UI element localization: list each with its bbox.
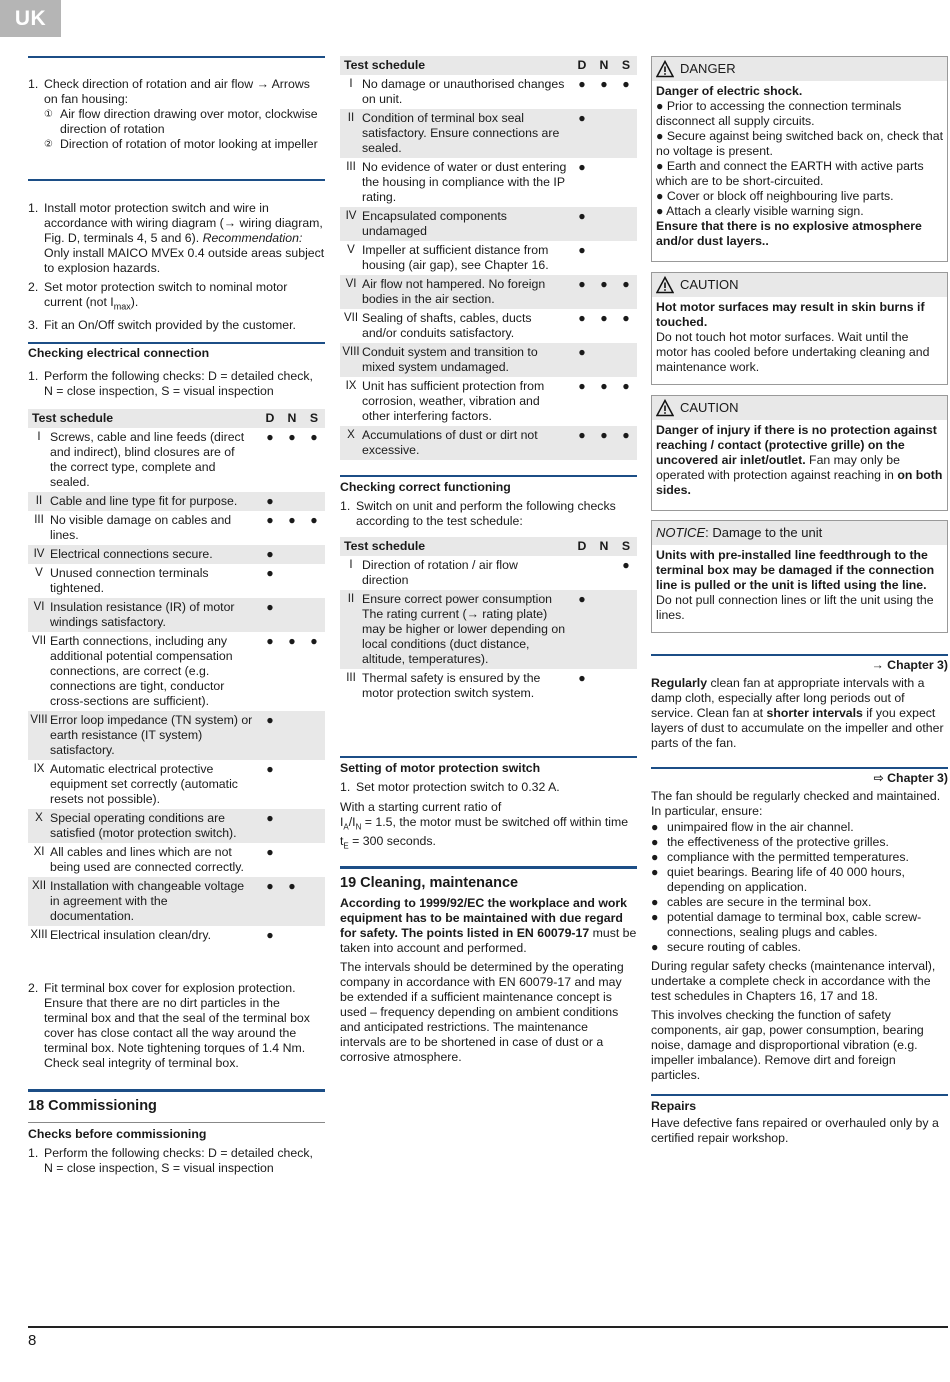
list-subitem: ② Direction of rotation of motor looking at impeller	[44, 137, 318, 151]
row-text: All cables and lines which are not being used are connected correctly.	[50, 845, 244, 874]
check-mark: ●	[571, 207, 593, 241]
divider	[340, 475, 637, 477]
row-number: VIII	[28, 711, 50, 760]
row-number: V	[35, 567, 43, 579]
check-mark	[281, 598, 303, 632]
check-mark: ●	[622, 379, 630, 393]
row-text: Air flow not hampered. No foreign bodies in the air section.	[362, 275, 571, 309]
divider	[651, 767, 948, 769]
check-mark: ●	[615, 426, 637, 460]
list-item: 1. Check direction of rotation and air flow → Arrows on fan housing:	[28, 77, 310, 106]
list-item: ● potential damage to terminal box, cable screw-connections, sealing plugs and cables.	[651, 910, 922, 939]
table-row	[28, 926, 325, 945]
check-mark: ●	[259, 545, 281, 564]
danger-item: ● Earth and connect the EARTH with active parts which are to be short-circuited.	[656, 159, 924, 188]
table-row	[340, 109, 637, 158]
bullet-icon: ●	[651, 910, 659, 924]
check-mark: ●	[266, 928, 274, 942]
check-mark	[593, 556, 615, 590]
check-mark	[303, 711, 325, 760]
check-mark: ●	[571, 275, 593, 309]
row-number: III	[34, 514, 44, 526]
language-tab: UK	[0, 0, 61, 37]
row-number: XIII	[30, 929, 48, 941]
danger-heading: Danger of electric shock.	[656, 84, 803, 98]
row-text: Thermal safety is ensured by the motor protection switch system.	[362, 671, 541, 700]
check-mark: ●	[259, 598, 281, 632]
row-number: II	[28, 492, 50, 511]
bullet-icon: ●	[651, 865, 659, 879]
table-row	[340, 241, 637, 275]
check-mark	[593, 158, 615, 207]
bullet-icon: ●	[651, 835, 659, 849]
test-schedule-table	[340, 537, 637, 703]
check-mark	[615, 669, 637, 703]
divider	[28, 56, 325, 58]
table-row	[28, 711, 325, 760]
row-text: No visible damage on cables and lines.	[50, 513, 232, 542]
check-mark	[303, 843, 325, 877]
row-number: IV	[340, 207, 362, 241]
check-mark: ●	[600, 77, 608, 91]
row-text: No evidence of water or dust entering the housing in compliance with the IP rating.	[362, 160, 567, 204]
check-mark: ●	[578, 77, 586, 91]
danger-item: ● Prior to accessing the connection terminals disconnect all supply circuits.	[656, 99, 902, 128]
check-mark	[615, 109, 637, 158]
row-text: Automatic electrical protective equipment set correctly (automatic resets not possible).	[50, 762, 238, 806]
warning-triangle-icon	[656, 60, 674, 78]
test-schedule-table	[28, 409, 325, 945]
check-mark	[615, 158, 637, 207]
section-heading: Repairs	[651, 1099, 697, 1113]
row-number: IV	[28, 545, 50, 564]
check-mark	[281, 545, 303, 564]
check-mark: ●	[266, 762, 274, 776]
row-text: Insulation resistance (IR) of motor windings satisfactory.	[50, 598, 259, 632]
table-row	[28, 843, 325, 877]
bullet-icon: ●	[651, 940, 659, 954]
row-text: Unused connection terminals tightened.	[50, 566, 209, 595]
table-row	[28, 877, 325, 926]
check-mark	[303, 760, 325, 809]
danger-item: ● Secure against being switched back on, check that no voltage is present.	[656, 129, 944, 158]
row-text: Installation with changeable voltage in agreement with the documentation.	[50, 877, 259, 926]
row-number: VII	[31, 635, 47, 647]
check-mark	[571, 556, 593, 590]
row-number: IX	[33, 763, 45, 775]
caution-header: CAUTION	[652, 273, 947, 297]
bullet-icon: ●	[651, 820, 659, 834]
row-number: X	[28, 809, 50, 843]
list-item: ● unimpaired flow in the air channel.	[651, 820, 854, 834]
danger-item: ● Attach a clearly visible warning sign.	[656, 204, 864, 218]
list-item: 1. Install motor protection switch and wire in accordance with wiring diagram (→ wiring diagram, Fig. D, terminals 4, 5 and 6). Recommendation: Only install MAICO MVEx 0.4 outside areas subject to explosion hazards.	[28, 201, 325, 275]
list-item: ● the effectiveness of the protective grilles.	[651, 835, 889, 849]
check-mark: ●	[622, 311, 630, 325]
chapter-reference: → Chapter 3)	[871, 658, 948, 672]
warning-triangle-icon	[656, 276, 674, 294]
ratio-text: With a starting current ratio of $I_A/I_N = 1.5$, the motor must be switched off within time $t_E = 300$ seconds.	[340, 800, 629, 851]
test-schedule-table	[340, 56, 637, 460]
divider	[28, 1122, 325, 1123]
check-mark	[615, 343, 637, 377]
table-header: Test schedule D N S	[28, 409, 325, 428]
row-text: Direction of rotation / air flow direction	[362, 558, 518, 587]
danger-box	[651, 56, 948, 262]
check-mark: ●	[310, 513, 318, 527]
divider	[28, 342, 325, 344]
section-heading: Checking electrical connection	[28, 346, 210, 360]
check-mark: ●	[578, 243, 586, 257]
table-row	[340, 669, 637, 703]
table-row	[340, 75, 637, 109]
bullet-icon: ●	[651, 895, 659, 909]
divider	[651, 654, 948, 656]
notice-box	[651, 520, 948, 633]
check-mark: ●	[571, 109, 593, 158]
caution-text: Danger of injury if there is no protection against reaching / contact (protective grille) on the uncovered air inlet/outlet. Fan may only be operated with protection against reaching in on both sides.	[656, 423, 943, 497]
row-number: XII	[28, 877, 50, 926]
check-mark	[281, 843, 303, 877]
section-heading: Checking correct functioning	[340, 480, 511, 494]
bullet-icon: ●	[651, 850, 659, 864]
table-row	[340, 343, 637, 377]
table-row	[340, 158, 637, 207]
check-mark: ●	[578, 671, 586, 685]
table-row	[28, 564, 325, 598]
check-mark	[303, 492, 325, 511]
table-row	[28, 598, 325, 632]
row-text: Condition of terminal box seal satisfactory. Ensure connections are sealed.	[362, 109, 571, 158]
table-row	[340, 556, 637, 590]
row-number: III	[346, 161, 356, 173]
check-mark: ●	[266, 430, 274, 444]
list-item: ● secure routing of cables.	[651, 940, 801, 954]
maintenance-check-text: The fan should be regularly checked and maintained. In particular, ensure: ● unimpaired flow in the air channel. ● the effectiveness of the protective grilles. ● compliance with the permitted temperatures. ● quiet bearings. Bearing life of 40 000 hours, depending on application. ● cables are secure in the terminal box. ● potential damage to terminal box, cable screw-connections, sealing plugs and cables. ● secure routing of cables. During regular safety checks (maintenance interval), undertake a complete check in accordance with the test schedules in Chapters 16, 17 and 18. This involves checking the function of safety components, air gap, power consumption, bearing noise, damage and disproportional vibration (e.g. impeller imbalance). Remove dirt and foreign particles.	[651, 789, 948, 1083]
rotation-check-list	[28, 77, 325, 152]
repairs-text: Have defective fans repaired or overhauled only by a certified repair workshop.	[651, 1116, 939, 1145]
footer-rule	[28, 1326, 948, 1328]
check-mark	[593, 109, 615, 158]
table-row	[28, 511, 325, 545]
check-mark	[281, 926, 303, 945]
list-item: ● quiet bearings. Bearing life of 40 000 hours, depending on application.	[651, 865, 905, 894]
check-mark: ●	[600, 379, 608, 393]
row-text: No damage or unauthorised changes on unit.	[362, 77, 565, 106]
danger-note: Ensure that there is no explosive atmosphere and/or dust layers..	[656, 219, 922, 248]
row-number: VI	[28, 598, 50, 632]
check-mark	[615, 207, 637, 241]
row-number: V	[347, 244, 355, 256]
row-number: VI	[340, 275, 362, 309]
row-number: IX	[345, 380, 357, 392]
table-row	[340, 590, 637, 669]
row-text: Ensure correct power consumption The rating current (→ rating plate) may be higher or lower depending on local conditions (duct distance, altitude, temperatures).	[362, 590, 571, 669]
check-mark	[593, 343, 615, 377]
check-mark	[303, 545, 325, 564]
table-row	[28, 428, 325, 492]
row-number: III	[346, 672, 356, 684]
list-subitem: ① Air flow direction drawing over motor, clockwise direction of rotation	[44, 107, 318, 136]
table-header: Test schedule D N S	[340, 537, 637, 556]
check-mark: ●	[593, 275, 615, 309]
table-row	[28, 760, 325, 809]
table-row	[340, 426, 637, 460]
divider	[340, 756, 637, 758]
check-mark: ●	[259, 877, 281, 926]
setting-instruction: 1. Set motor protection switch to 0.32 A.	[340, 780, 560, 794]
row-text: Special operating conditions are satisfied (motor protection switch).	[50, 809, 259, 843]
check-mark	[281, 760, 303, 809]
row-number: X	[340, 426, 362, 460]
check-mark: ●	[288, 634, 296, 648]
table-row	[340, 309, 637, 343]
row-text: Encapsulated components undamaged	[362, 207, 571, 241]
check-mark	[281, 564, 303, 598]
page-number: 8	[28, 1332, 37, 1349]
row-text: Impeller at sufficient distance from housing (air gap), see Chapter 16.	[362, 243, 549, 272]
row-number: I	[349, 78, 353, 90]
install-list	[28, 201, 325, 333]
caution-header: CAUTION	[652, 396, 947, 420]
table-row	[28, 545, 325, 564]
check-mark: ●	[288, 513, 296, 527]
row-text: Screws, cable and line feeds (direct and indirect), blind closures are of the correct type, complete and sealed.	[50, 430, 245, 489]
check-mark	[303, 564, 325, 598]
row-text: Earth connections, including any additional potential compensation connections, are correct (e.g. connections are tight, conductor cross-sections are sufficient).	[50, 634, 233, 708]
check-instruction: 1. Perform the following checks: D = detailed check, N = close inspection, S = visual inspection	[28, 1146, 313, 1175]
row-number: II	[340, 109, 362, 158]
notice-header: NOTICE : Damage to the unit	[652, 521, 947, 545]
list-item: ● compliance with the permitted temperatures.	[651, 850, 909, 864]
check-instruction: 1. Perform the following checks: D = detailed check, N = close inspection, S = visual inspection	[28, 369, 313, 398]
check-mark: ●	[571, 343, 593, 377]
row-text: Electrical insulation clean/dry.	[50, 928, 212, 942]
check-mark: ●	[259, 492, 281, 511]
check-mark: ●	[622, 558, 630, 572]
check-mark	[615, 590, 637, 669]
check-instruction: 1. Switch on unit and perform the following checks according to the test schedule:	[340, 499, 616, 528]
check-mark: ●	[288, 430, 296, 444]
row-number: I	[37, 431, 41, 443]
check-mark	[303, 926, 325, 945]
check-mark: ●	[578, 311, 586, 325]
check-mark: ●	[281, 877, 303, 926]
caution-box	[651, 395, 948, 511]
check-mark	[593, 590, 615, 669]
row-text: Accumulations of dust or dirt not excessive.	[362, 426, 571, 460]
caution-heading: Hot motor surfaces may result in skin burns if touched.	[656, 300, 925, 329]
check-mark	[303, 598, 325, 632]
row-number: VII	[343, 312, 359, 324]
check-mark: ●	[259, 711, 281, 760]
divider	[28, 1089, 325, 1092]
check-mark	[615, 241, 637, 275]
section-title-19: 19 Cleaning, maintenance	[340, 875, 519, 891]
check-mark	[281, 809, 303, 843]
list-item: ● cables are secure in the terminal box.	[651, 895, 872, 909]
check-mark	[281, 492, 303, 511]
row-text: Conduit system and transition to mixed system undamaged.	[362, 343, 571, 377]
danger-header: DANGER	[652, 57, 947, 81]
check-mark: ●	[310, 430, 318, 444]
check-mark	[593, 207, 615, 241]
check-mark	[593, 669, 615, 703]
table-row	[340, 377, 637, 426]
table-header: Test schedule D N S	[340, 56, 637, 75]
check-mark: ●	[571, 426, 593, 460]
row-text: Error loop impedance (TN system) or earth resistance (IT system) satisfactory.	[50, 711, 259, 760]
warning-triangle-icon	[656, 399, 674, 417]
list-item: 3. Fit an On/Off switch provided by the customer.	[28, 318, 296, 333]
row-number: I	[349, 559, 353, 571]
row-text: Electrical connections secure.	[50, 545, 259, 564]
row-text: Sealing of shafts, cables, ducts and/or conduits satisfactory.	[362, 311, 532, 340]
check-mark: ●	[266, 634, 274, 648]
row-number: VIII	[340, 343, 362, 377]
regular-cleaning-text: Regularly clean fan at appropriate intervals with a damp cloth, especially after long periods out of service. Clean fan at shorter intervals if you expect layers of dust to accumulate on the impeller and other parts of the fan.	[651, 676, 944, 750]
check-mark	[281, 711, 303, 760]
section-heading: Setting of motor protection switch	[340, 761, 541, 775]
check-mark: ●	[266, 845, 274, 859]
row-text: Cable and line type fit for purpose.	[50, 492, 259, 511]
table-row	[28, 632, 325, 711]
table-row	[340, 207, 637, 241]
check-mark	[303, 877, 325, 926]
table-row	[340, 275, 637, 309]
caution-box	[651, 272, 948, 385]
check-mark: ●	[310, 634, 318, 648]
check-mark	[303, 809, 325, 843]
row-number: XI	[33, 846, 45, 858]
row-text: Unit has sufficient protection from corrosion, weather, vibration and other interfering factors.	[362, 379, 545, 423]
check-mark	[593, 241, 615, 275]
list-item: 2. Set motor protection switch to nominal motor current (not $I_{max}$).	[28, 280, 288, 312]
check-mark: ●	[259, 809, 281, 843]
check-mark: ●	[266, 513, 274, 527]
section-title-18: 18 Commissioning	[28, 1098, 157, 1114]
table-row	[28, 809, 325, 843]
chapter-reference: ⇨ Chapter 3)	[873, 771, 948, 785]
check-mark: ●	[622, 77, 630, 91]
divider	[651, 1094, 948, 1096]
table-row	[28, 492, 325, 511]
caution-text: Do not touch hot motor surfaces. Wait until the motor has cooled before undertaking cleaning and maintenance work.	[656, 330, 930, 374]
danger-item: ● Cover or block off neighbouring live parts.	[656, 189, 894, 203]
check-mark: ●	[266, 566, 274, 580]
check-mark: ●	[615, 275, 637, 309]
section-heading: Checks before commissioning	[28, 1127, 207, 1141]
terminal-cover-list: 2. Fit terminal box cover for explosion protection. Ensure that there are no dirt particles in the terminal box and that the seal of the terminal box cover has close contact all the way around the terminal box. Note tightening torques of 1.4 Nm. Check seal integrity of terminal box.	[28, 981, 310, 1070]
check-mark: ●	[600, 311, 608, 325]
row-number: II	[340, 590, 362, 669]
notice-text: Units with pre-installed line feedthrough to the terminal box may be damaged if the connection line is pulled or the unit is lifted using the line. Do not pull connection lines or lift the unit using the lines.	[656, 548, 935, 622]
check-mark: ●	[578, 379, 586, 393]
divider	[28, 179, 325, 181]
section-19-body: According to 1999/92/EC the workplace and work equipment has to be maintained with due regard for safety. The points listed in EN 60079-17 must be taken into account and performed. The intervals should be determined by the operating company in accordance with EN 60079-17 and may be extended if a sufficient maintenance concept is used – frequency depending on ambient conditions and anticipated restrictions. The maintenance intervals are to be shortened in case of dust or a corrosive atmosphere.	[340, 896, 637, 1064]
check-mark: ●	[578, 160, 586, 174]
divider	[340, 866, 637, 869]
check-mark: ●	[571, 590, 593, 669]
check-mark: ●	[593, 426, 615, 460]
